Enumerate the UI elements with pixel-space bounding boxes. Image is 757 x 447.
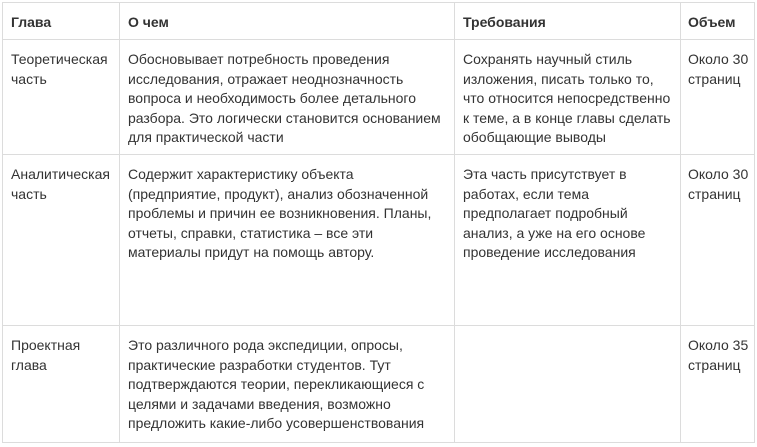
- header-requirements: Требования: [455, 3, 681, 40]
- cell-about: Это различного рода экспедиции, опросы, практические разработки студентов. Тут подтверждаются теории, перекликающиеся с целями и задачами введения, возможно предложить какие-либо усовершенствования: [120, 326, 455, 443]
- cell-requirements: [455, 326, 681, 443]
- table-row: [3, 326, 755, 443]
- cell-about: Содержит характеристику объекта (предприятие, продукт), анализ обозначенной проблемы и причин ее возникновения. Планы, отчеты, справки, статистика – все эти материалы придут на помощь автору.: [120, 155, 455, 326]
- table-header-row: [3, 3, 755, 40]
- cell-volume: Около 30 страниц: [681, 40, 755, 155]
- header-volume: Объем: [681, 3, 755, 40]
- header-chapter: Глава: [3, 3, 120, 40]
- header-about: О чем: [120, 3, 455, 40]
- cell-requirements: Сохранять научный стиль изложения, писать только то, что относится непосредственно к теме, а в конце главы сделать обобщающие выводы: [455, 40, 681, 155]
- chapters-table: [2, 2, 755, 443]
- table-row: [3, 155, 755, 326]
- cell-chapter: Теоретическая часть: [3, 40, 120, 155]
- table-row: [3, 40, 755, 155]
- cell-about: Обосновывает потребность проведения исследования, отражает неоднозначность вопроса и необходимость более детального разбора. Это логически становится основанием для практической части: [120, 40, 455, 155]
- cell-volume: Около 35 страниц: [681, 326, 755, 443]
- cell-chapter: Проектная глава: [3, 326, 120, 443]
- cell-volume: Около 30 страниц: [681, 155, 755, 326]
- cell-requirements: Эта часть присутствует в работах, если тема предполагает подробный анализ, а уже на его основе проведение исследования: [455, 155, 681, 326]
- cell-chapter: Аналитическая часть: [3, 155, 120, 326]
